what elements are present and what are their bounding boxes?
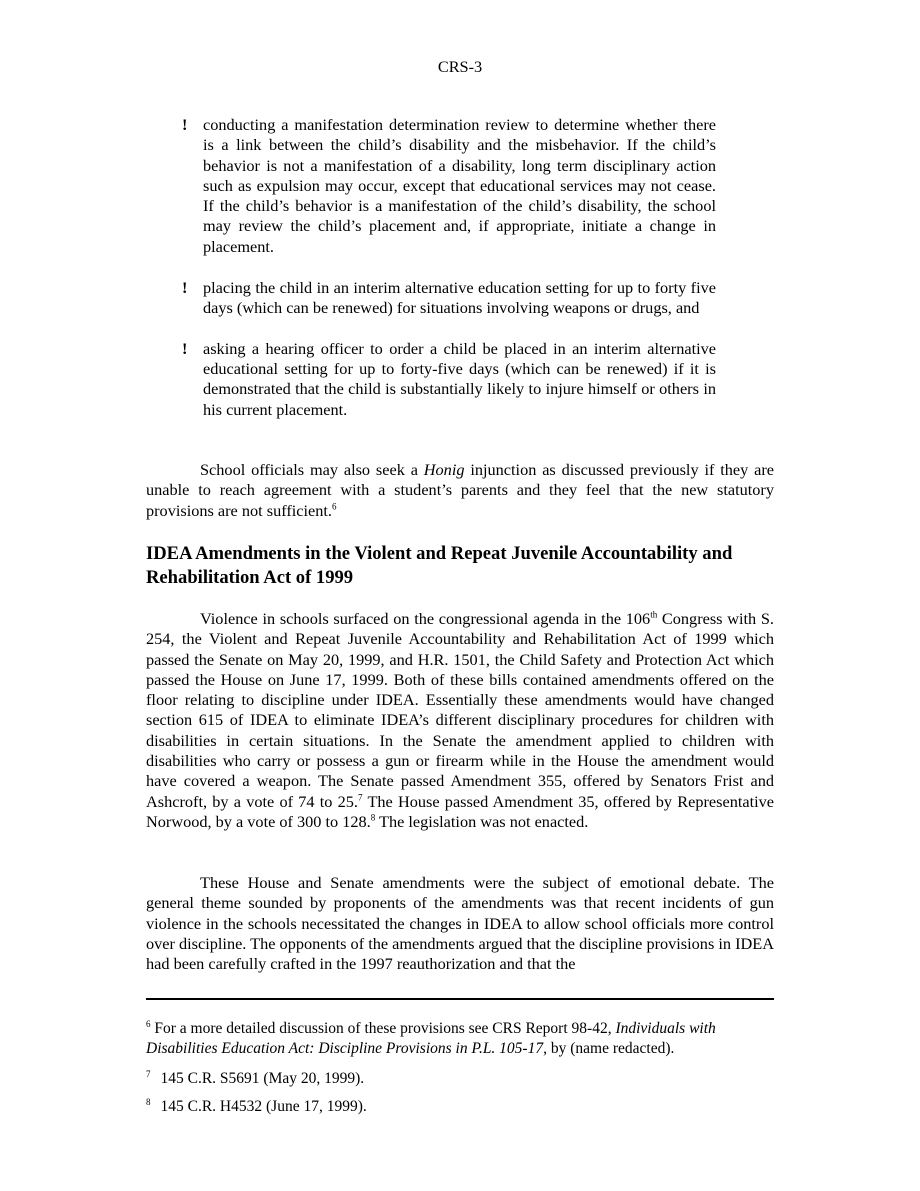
bullet-item <box>182 278 716 319</box>
bullet-text: placing the child in an interim alternative education setting for up to forty five days (which can be renewed) for situations involving weapons or drugs, and <box>203 277 716 317</box>
footnote-ref-6: 6 <box>332 501 337 512</box>
footnote-divider <box>146 998 774 1000</box>
paragraph-debate: These House and Senate amendments were the subject of emotional debate. The general theme sounded by proponents of the amendments was that recent incidents of gun violence in the schools necessitated the changes in IDEA to allow school officials more control over discipline. The opponents of the amendments argued that the discipline provisions in IDEA had been carefully crafted in the 1997 reauthorization and that the <box>146 873 774 974</box>
footnote-6: $^6$ For a more detailed discussion of these provisions see CRS Report 98-42, Individuals with Disabilities Education Act: Discipline Provisions in P.L. 105-17, by (name redacted). <box>146 1018 716 1057</box>
bullet-text: asking a hearing officer to order a child be placed in an interim alternative educational setting for up to forty-five days (which can be renewed) if it is demonstrated that the child is substantially likely to injure himself or others in his current placement. <box>203 338 716 419</box>
section-heading: IDEA Amendments in the Violent and Repeat Juvenile Accountability and Rehabilitation Act of 1999 <box>146 543 733 588</box>
bullet-list <box>182 115 716 440</box>
footnote-ref-8: 8 <box>370 812 376 823</box>
bullet-mark: ! <box>182 115 188 134</box>
footnote-7: $^7$ 145 C.R. S5691 (May 20, 1999). <box>146 1068 365 1087</box>
footnote-number: 6 <box>146 1018 151 1029</box>
paragraph-honig: School officials may also seek a Honig injunction as discussed previously if they are unable to reach agreement with a student’s parents and they feel that the new statutory provisions are not sufficient.$^6$ <box>146 460 774 520</box>
footnote-8: $^8$ 145 C.R. H4532 (June 17, 1999). <box>146 1096 367 1115</box>
case-name: Honig <box>423 460 465 479</box>
page-label: CRS-3 <box>437 57 483 76</box>
bullet-item <box>182 115 716 257</box>
footnote-number: 7 <box>146 1068 151 1079</box>
report-title: Individuals with Disabilities Education Act: Discipline Provisions in P.L. 105-17 <box>146 1020 716 1057</box>
bullet-text: conducting a manifestation determination review to determine whether there is a link between the child’s disability and the misbehavior. If the child’s behavior is not a manifestation of a disability, long term disciplinary action such as expulsion may occur, except that educational services may not cease. If the child’s behavior is a manifestation of the child’s disability, the school may review the child’s placement and, if appropriate, initiate a change in placement. <box>203 115 716 256</box>
paragraph-violence: Violence in schools surfaced on the congressional agenda in the 106th Congress with S. 254, the Violent and Repeat Juvenile Accountability and Rehabilitation Act of 1999 which passed the Senate on May 20, 1999, and H.R. 1501, the Child Safety and Protection Act which passed the House on June 17, 1999. Both of these bills contained amendments offered on the floor relating to discipline under IDEA. Essentially these amendments would have changed section 615 of IDEA to eliminate IDEA’s different disciplinary procedures for children with disabilities in certain situations. In the Senate the amendment applied to children with disabilities who carry or possess a gun or firearm while in the House the amendment would have covered a weapon. The Senate passed Amendment 355, offered by Senators Frist and Ashcroft, by a vote of 74 to 25.$^7$ The House passed Amendment 35, offered by Representative Norwood, by a vote of 300 to 128.$^8$ The legislation was not enacted. <box>146 609 774 831</box>
footnote-ref-7: 7 <box>358 792 363 803</box>
bullet-mark: ! <box>182 338 188 358</box>
footnote-number: 8 <box>146 1096 151 1107</box>
ordinal-suffix: th <box>650 609 658 620</box>
bullet-mark: ! <box>182 277 188 297</box>
page-header <box>0 57 920 77</box>
bullet-item <box>182 339 716 420</box>
